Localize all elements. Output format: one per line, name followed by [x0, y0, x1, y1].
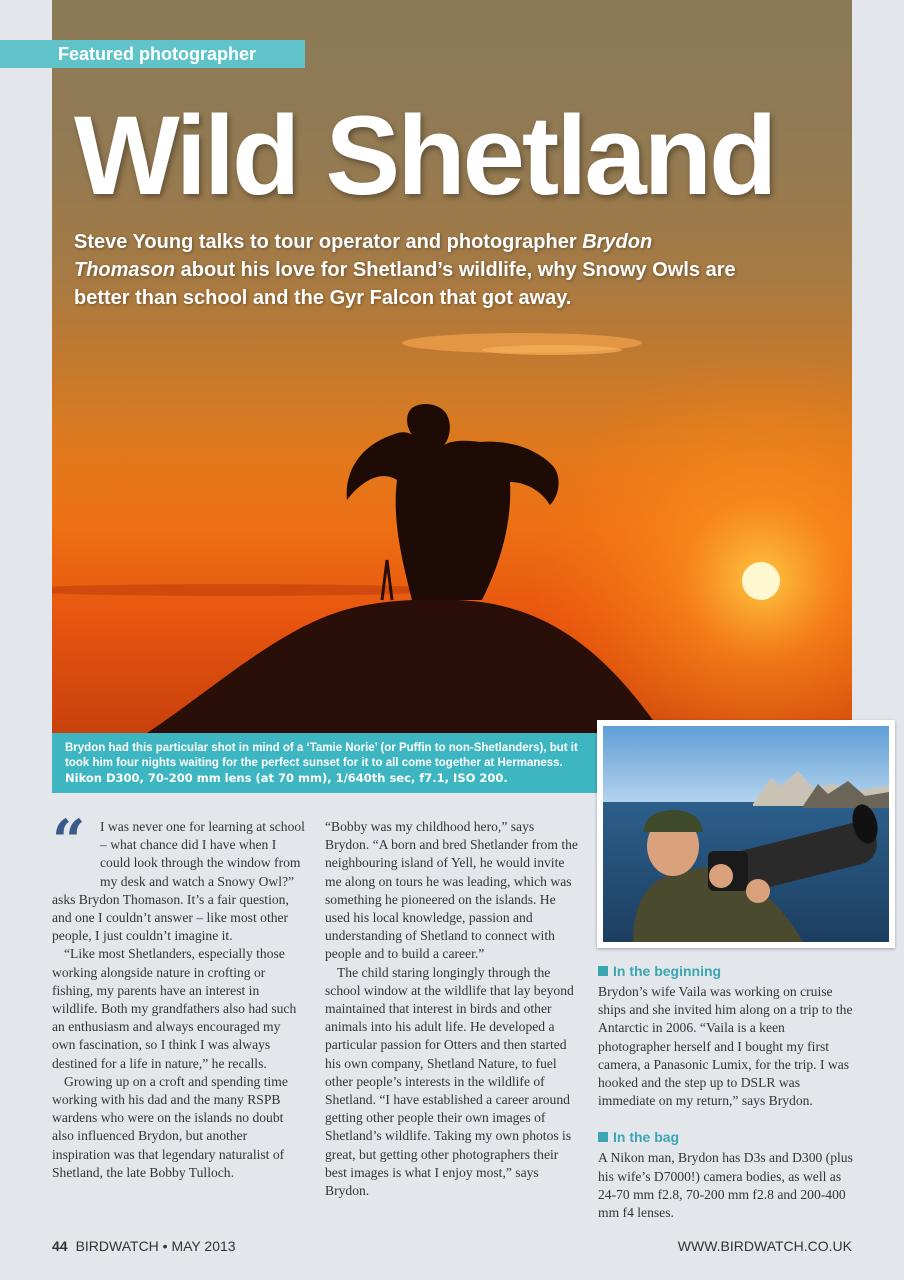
square-bullet-icon — [598, 1132, 608, 1142]
website-url[interactable]: WWW.BIRDWATCH.CO.UK — [677, 1238, 852, 1254]
subheading — [598, 962, 854, 980]
standfirst-name: Brydon Thomason — [74, 231, 653, 281]
paragraph: Brydon’s wife Vaila was working on cruise ships and she invited him along on a trip to the Antarctic in 2006. “Vaila is a keen photographer herself and I bought my first camera, a Panasonic Lumix, for the trip. I was hooked and the step up to DSLR was immediate on my return,” says Brydon. — [598, 984, 853, 1109]
section-tag: Featured photographer — [58, 44, 257, 64]
page-footer — [52, 1238, 236, 1254]
paragraph: A Nikon man, Brydon has D3s and D300 (plus his wife’s D7000!) camera bodies, as well as 24-70 mm f2.8, 70-200 mm f2.8 and 200-400 mm f4 lenses. — [598, 1150, 853, 1221]
paragraph: I was never one for learning at school – what chance did I have when I could look through the window from my desk and watch a Snowy Owl?” asks Brydon Thomason. It’s a fair question, and one I couldn’t answer – like most other people, I just couldn’t imagine it. — [52, 819, 305, 944]
drop-quote-mark: “ — [52, 807, 82, 875]
paragraph: “Like most Shetlanders, especially those working alongside nature in crofting or fishing, my parents have an interest in wildlife. Both my grandfathers also had such an enthusiasm and always encouraged my own fascination, so I think I was always destined for a life in nature,” he recalls. — [52, 946, 297, 1071]
standfirst-post: about his love for Shetland’s wildlife, why Snowy Owls are better than school and the Gyr Falcon that got away. — [74, 259, 736, 309]
subheading-text: In the beginning — [613, 963, 722, 979]
photo-caption — [52, 733, 597, 793]
subheading — [598, 1128, 854, 1146]
square-bullet-icon — [598, 966, 608, 976]
sidebar-column — [598, 962, 854, 1222]
standfirst — [74, 228, 754, 312]
standfirst-pre: Steve Young talks to tour operator and photographer — [74, 231, 583, 253]
magazine-issue: BIRDWATCH • MAY 2013 — [75, 1238, 236, 1254]
subheading-text: In the bag — [613, 1129, 680, 1146]
drop-cap-spacer — [52, 818, 100, 884]
paragraph: Growing up on a croft and spending time working with his dad and the many RSPB wardens who were on the islands no doubt also influenced Brydon, but another inspiration was that legendary naturalist of Shetland, the late Bobby Tulloch. — [52, 1073, 288, 1180]
photographer-portrait-image — [603, 726, 889, 942]
paragraph: “Bobby was my childhood hero,” says Brydon. “A born and bred Shetlander from the neighbouring island of Yell, he would invite me along on tours he was leading, which was something he pioneered on the islands. He used his local knowledge, passion and understanding of Shetland to connect with people and to build a career.” — [325, 819, 578, 962]
article-column-1 — [52, 818, 306, 1182]
inset-photo-frame — [597, 720, 895, 948]
caption-camera-settings: Nikon D300, 70-200 mm lens (at 70 mm), 1/640th sec, f7.1, ISO 200. — [65, 771, 508, 785]
page-number: 44 — [52, 1238, 68, 1254]
article-column-2 — [325, 818, 581, 1200]
paragraph: The child staring longingly through the school window at the wildlife that lay beyond maintained that interest in birds and other animals into his adult life. He developed a particular passion for Otters and then started his own company, Shetland Nature, to fuel other people’s interests in the wildlife of Shetland. “I have established a career around getting other people their own images of Shetland’s wildlife. Taking my own photos is great, but getting other photographers their best images is what I enjoy most,” says Brydon. — [325, 964, 574, 1199]
caption-text: Brydon had this particular shot in mind of a ‘Tamie Norie’ (or Puffin to non-Shetlanders), but it took him four nights waiting for the perfect sunset for it to all come together at Hermaness. — [65, 742, 578, 769]
article-title: Wild Shetland — [74, 93, 775, 218]
